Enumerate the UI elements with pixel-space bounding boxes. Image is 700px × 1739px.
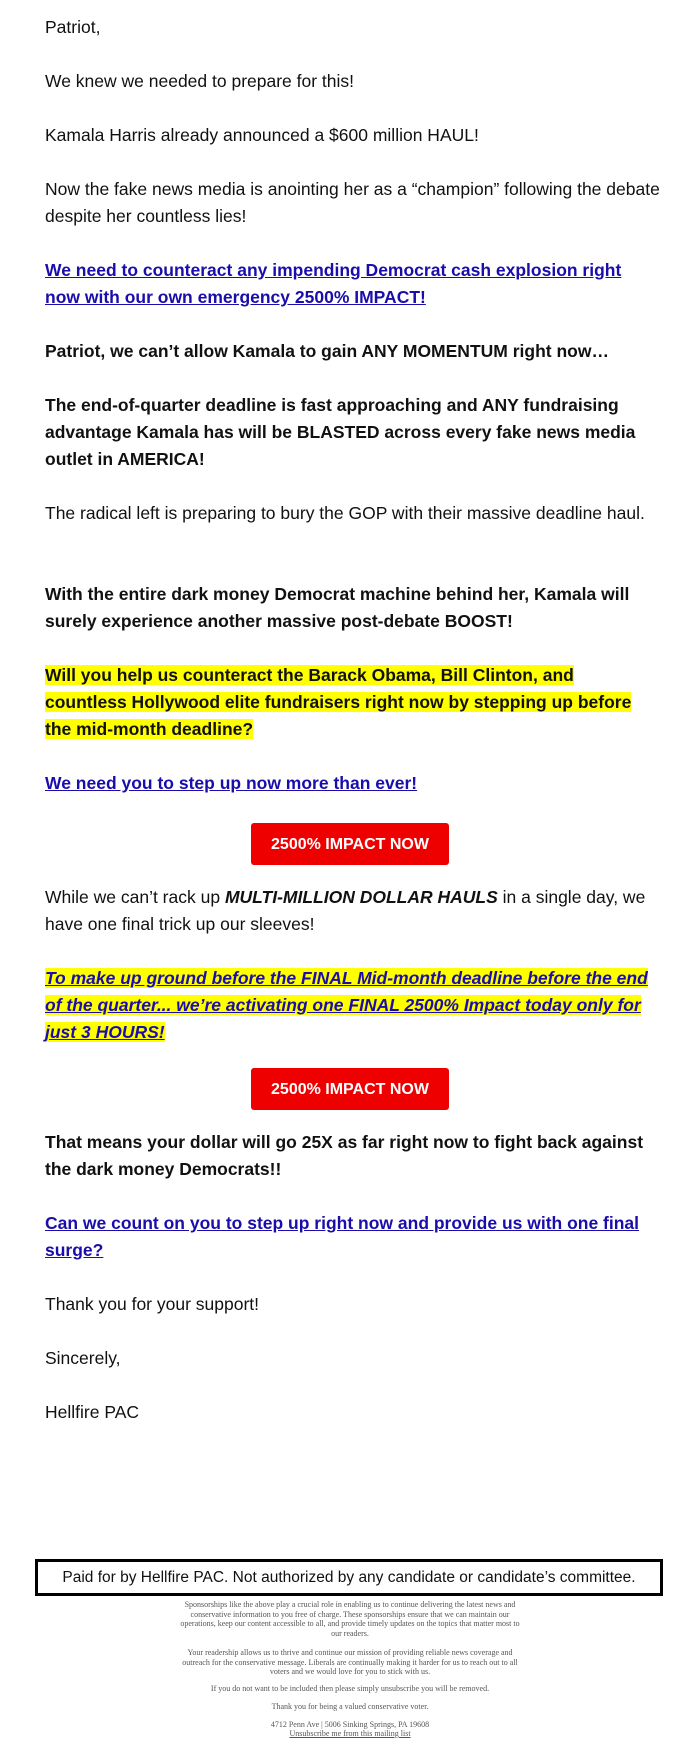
impact-now-button[interactable]: 2500% IMPACT NOW	[251, 823, 449, 865]
paragraph: With the entire dark money Democrat machine behind her, Kamala will surely experience another massive post-debate BOOST!	[45, 584, 630, 631]
highlighted-paragraph: Will you help us counteract the Barack Obama, Bill Clinton, and countless Hollywood elite fundraisers right now by stepping up before the mid-month deadline?	[45, 665, 632, 739]
footer-address: 4712 Penn Ave | 5006 Sinking Springs, PA 19608	[270, 1720, 430, 1729]
footer-thanks: Thank you for being a valued conservative voter.	[271, 1702, 429, 1711]
donate-link-step-up[interactable]: We need you to step up now more than ever!	[45, 773, 418, 793]
paragraph: Patriot, we can’t allow Kamala to gain ANY MOMENTUM right now…	[45, 341, 609, 361]
paid-for-disclaimer: Paid for by Hellfire PAC. Not authorized by any candidate or candidate’s committee.	[35, 1559, 663, 1596]
footer-readership-text: Your readership allows us to thrive and continue our mission of providing reliable news coverage and outreach for the conservative message. Liberals are continually making it harder for us to reach out to all voters and we would love for you to stick with us.	[182, 1648, 518, 1676]
footer-sponsorship-text: Sponsorships like the above play a crucial role in enabling us to continue delivering the latest news and conservative information to you free of charge. These sponsorships ensure that we can maintain our operations, keep our content accessible to all, and provide timely updates on the topics that matter most to our readers.	[180, 1600, 520, 1638]
paragraph: Now the fake news media is anointing her as a “champion” following the debate despite her countless lies!	[45, 179, 660, 226]
impact-now-button[interactable]: 2500% IMPACT NOW	[251, 1068, 449, 1110]
paragraph: Kamala Harris already announced a $600 million HAUL!	[45, 125, 479, 145]
donate-link-counteract[interactable]: We need to counteract any impending Democrat cash explosion right now with our own emergency 2500% IMPACT!	[45, 260, 622, 307]
paragraph: The end-of-quarter deadline is fast approaching and ANY fundraising advantage Kamala has will be BLASTED across every fake news media outlet in AMERICA!	[45, 395, 636, 469]
paragraph: The radical left is preparing to bury the GOP with their massive deadline haul.	[45, 503, 645, 523]
paragraph: While we can’t rack up MULTI-MILLION DOLLAR HAULS in a single day, we have one final trick up our sleeves!	[45, 887, 646, 934]
unsubscribe-link[interactable]: Unsubscribe me from this mailing list	[289, 1729, 411, 1738]
donate-link-final-surge[interactable]: Can we count on you to step up right now and provide us with one final surge?	[45, 1213, 640, 1260]
paragraph: That means your dollar will go 25X as far right now to fight back against the dark money Democrats!!	[45, 1132, 644, 1179]
donate-link-final-impact[interactable]: To make up ground before the FINAL Mid-month deadline before the end of the quarter... we’re activating one FINAL 2500% Impact today only for just 3 HOURS!	[45, 968, 648, 1042]
paragraph: We knew we needed to prepare for this!	[45, 71, 355, 91]
greeting: Patriot,	[45, 17, 101, 37]
paragraph: Sincerely,	[45, 1348, 121, 1368]
paragraph: Thank you for your support!	[45, 1294, 259, 1314]
footer-unsubscribe-note: If you do not want to be included then please simply unsubscribe you will be removed.	[210, 1684, 490, 1693]
signature: Hellfire PAC	[45, 1402, 140, 1422]
